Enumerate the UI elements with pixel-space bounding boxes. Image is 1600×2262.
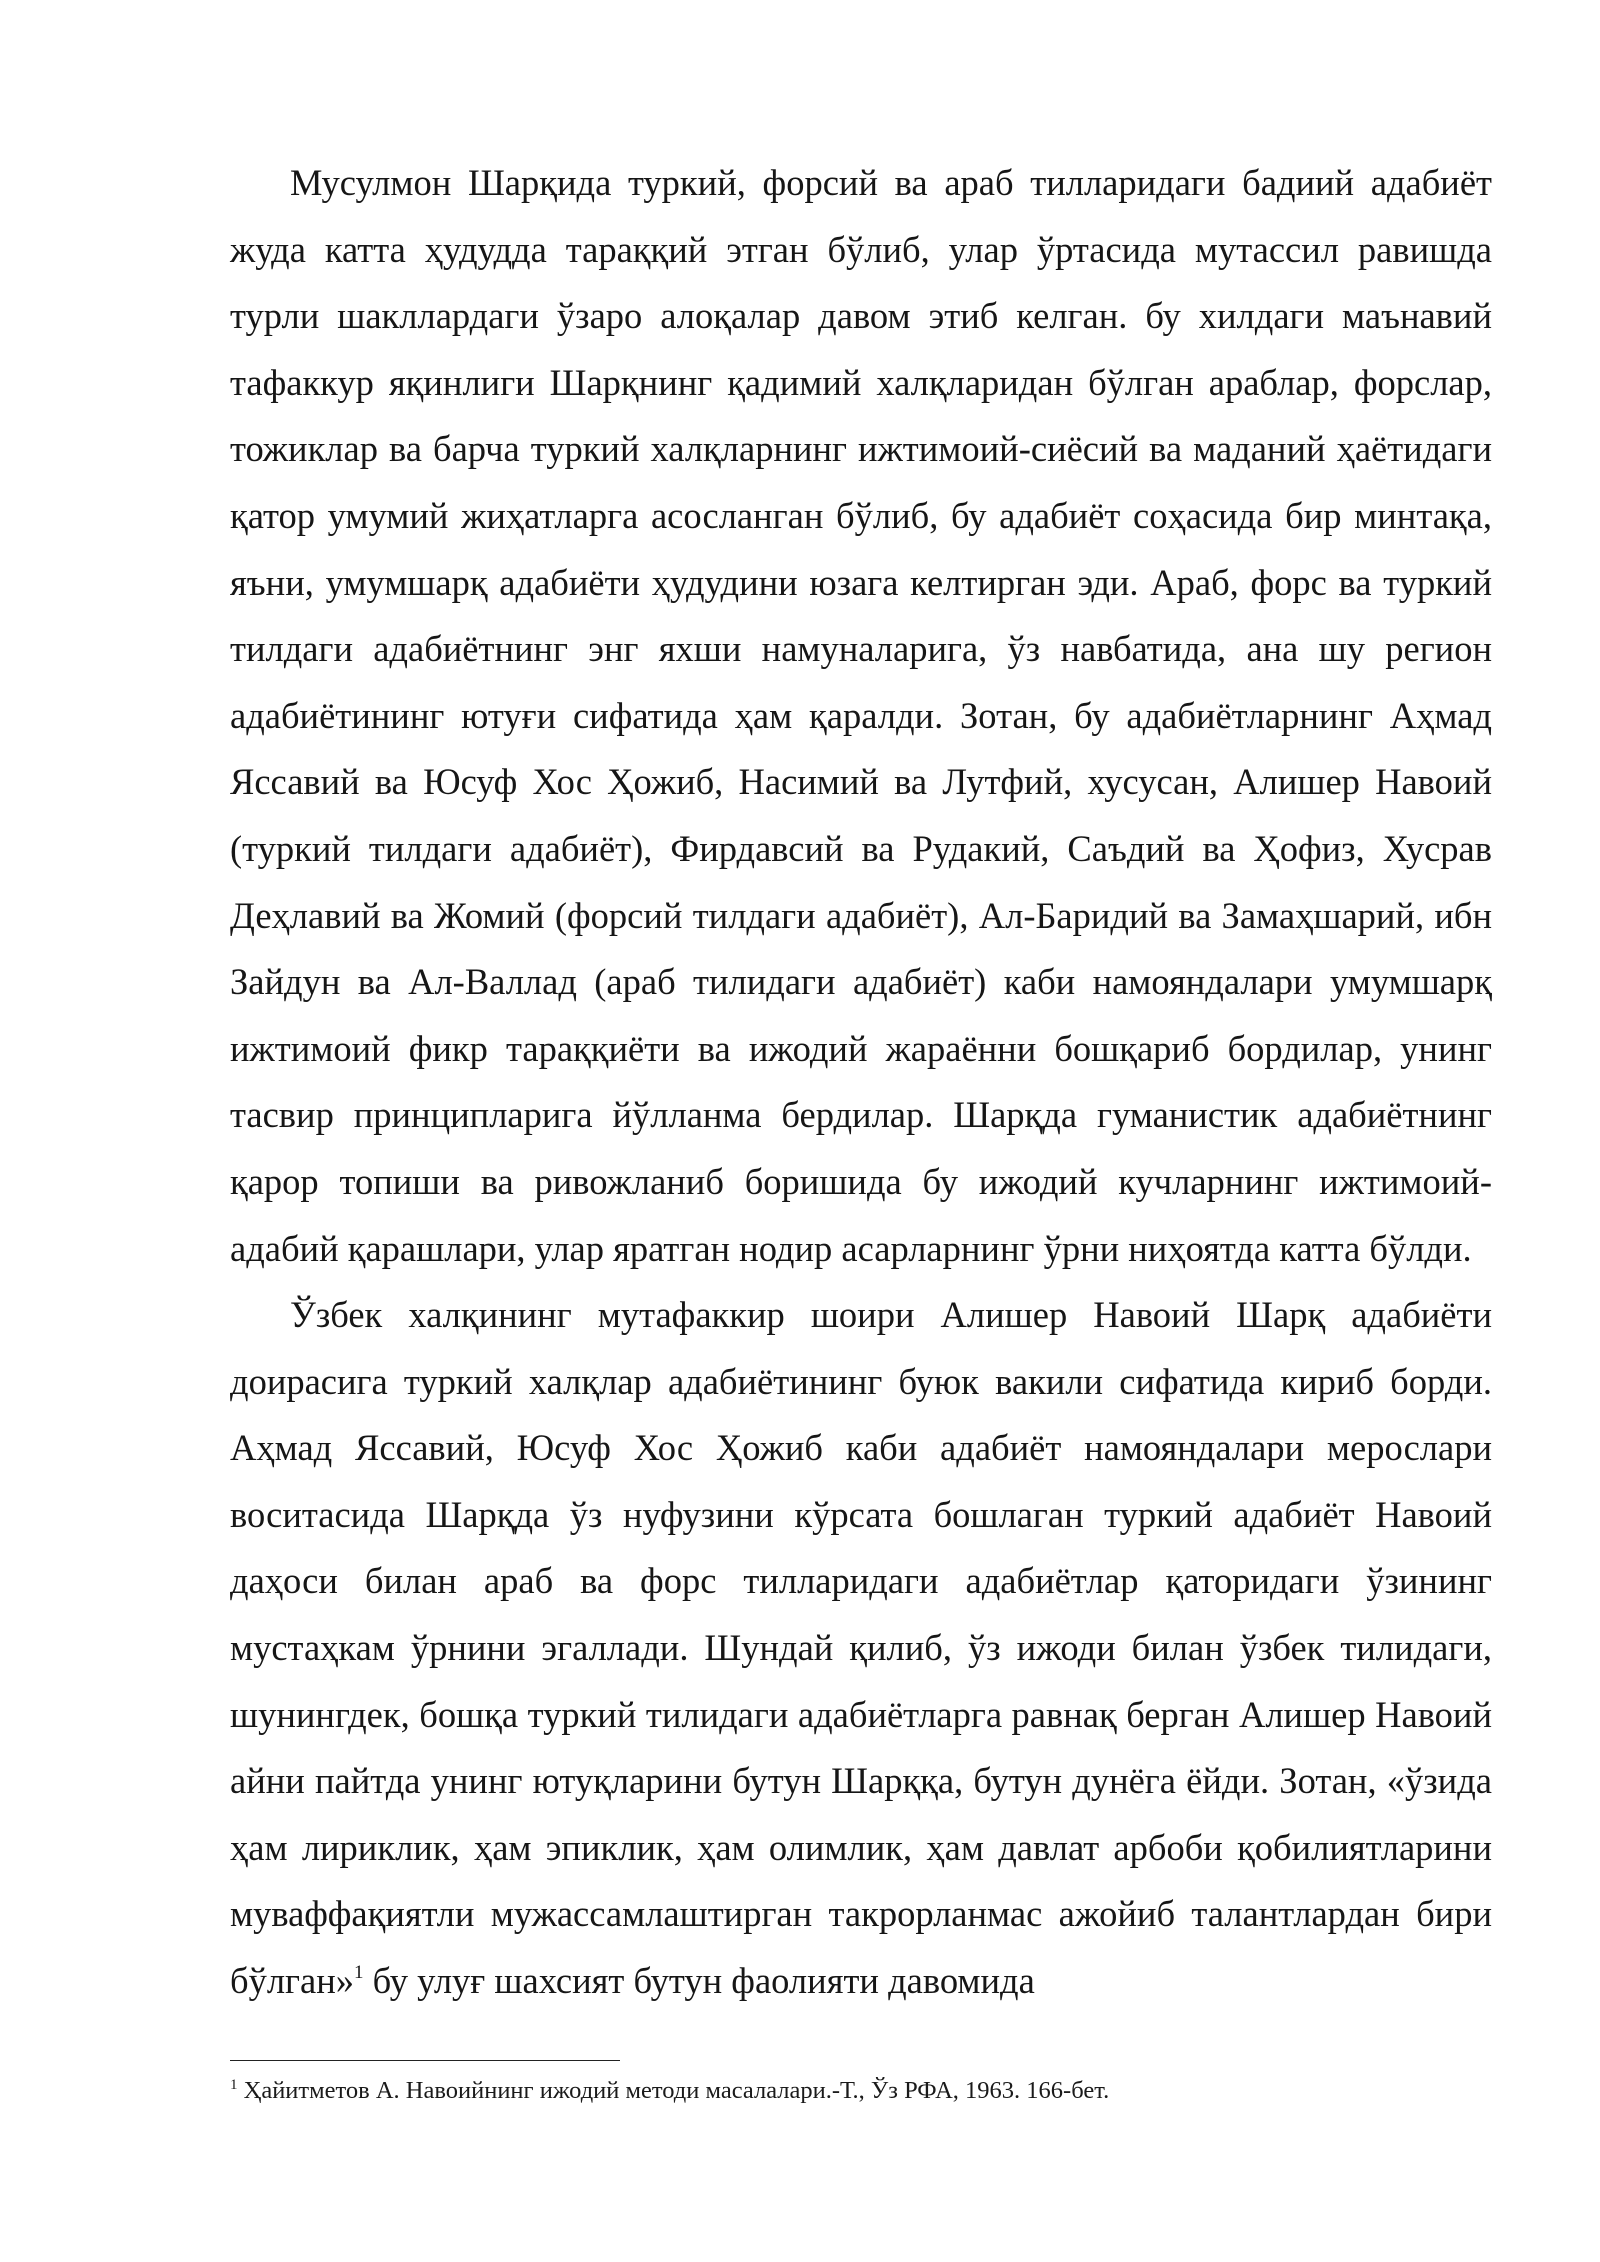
footnote-separator <box>230 2060 620 2061</box>
body-text <box>230 150 1492 2015</box>
paragraph-2 <box>230 1282 1492 2015</box>
footnote <box>230 2075 1492 2107</box>
footnote-reference[interactable]: 1 <box>354 1961 364 1983</box>
paragraph-2-text-after-footnote: бу улуғ шахсият бутун фаолияти давомида <box>363 1960 1035 2002</box>
footnote-text: Ҳайитметов А. Навоийнинг ижодий методи масалалари.-Т., Ўз РФА, 1963. 166-бет. <box>237 2077 1110 2104</box>
paragraph-2-text-before-footnote: Ўзбек халқининг мутафаккир шоири Алишер Навоий Шарқ адабиёти доирасига туркий халқлар адабиётининг буюк вакили сифатида кириб борди. Аҳмад Яссавий, Юсуф Хос Ҳожиб каби адабиёт намояндалари мерослари воситасида Шарқда ўз нуфузини кўрсата бошлаган туркий адабиёт Навоий даҳоси билан араб ва форс тилларидаги адабиётлар қаторидаги ўзининг мустаҳкам ўрнини эгаллади. Шундай қилиб, ўз ижоди билан ўзбек тилидаги, шунингдек, бошқа туркий тилидаги адабиётларга равнақ берган Алишер Навоий айни пайтда унинг ютуқларини бутун Шарққа, бутун дунёга ёйди. Зотан, «ўзида ҳам лириклик, ҳам эпиклик, ҳам олимлик, ҳам давлат арбоби қобилиятларини муваффақиятли мужассамлаштирган такрорланмас ажойиб талантлардан бири бўлган» <box>230 1294 1492 2002</box>
paragraph-1: Мусулмон Шарқида туркий, форсий ва араб тилларидаги бадиий адабиёт жуда катта ҳудудда тараққий этган бўлиб, улар ўртасида мутассил равишда турли шакллардаги ўзаро алоқалар давом этиб келган. бу хилдаги маънавий тафаккур яқинлиги Шарқнинг қадимий халқларидан бўлган араблар, форслар, тожиклар ва барча туркий халқларнинг ижтимоий-сиёсий ва маданий ҳаётидаги қатор умумий жиҳатларга асосланган бўлиб, бу адабиёт соҳасида бир минтақа, яъни, умумшарқ адабиёти ҳудудини юзага келтирган эди. Араб, форс ва туркий тилдаги адабиётнинг энг яхши намуналарига, ўз навбатида, ана шу регион адабиётининг ютуғи сифатида ҳам қаралди. Зотан, бу адабиётларнинг Аҳмад Яссавий ва Юсуф Хос Ҳожиб, Насимий ва Лутфий, хусусан, Алишер Навоий (туркий тилдаги адабиёт), Фирдавсий ва Рудакий, Саъдий ва Ҳофиз, Хусрав Деҳлавий ва Жомий (форсий тилдаги адабиёт), Ал-Баридий ва Замаҳшарий, ибн Зайдун ва Ал-Валлад (араб тилидаги адабиёт) каби намояндалари умумшарқ ижтимоий фикр тараққиёти ва ижодий жараённи бошқариб бордилар, унинг тасвир принципларига йўлланма бердилар. Шарқда гуманистик адабиётнинг қарор топиши ва ривожланиб боришида бу ижодий кучларнинг ижтимоий-адабий қарашлари, улар яратган нодир асарларнинг ўрни ниҳоятда катта бўлди. <box>230 162 1492 1269</box>
footnote-marker: 1 <box>230 2076 238 2093</box>
